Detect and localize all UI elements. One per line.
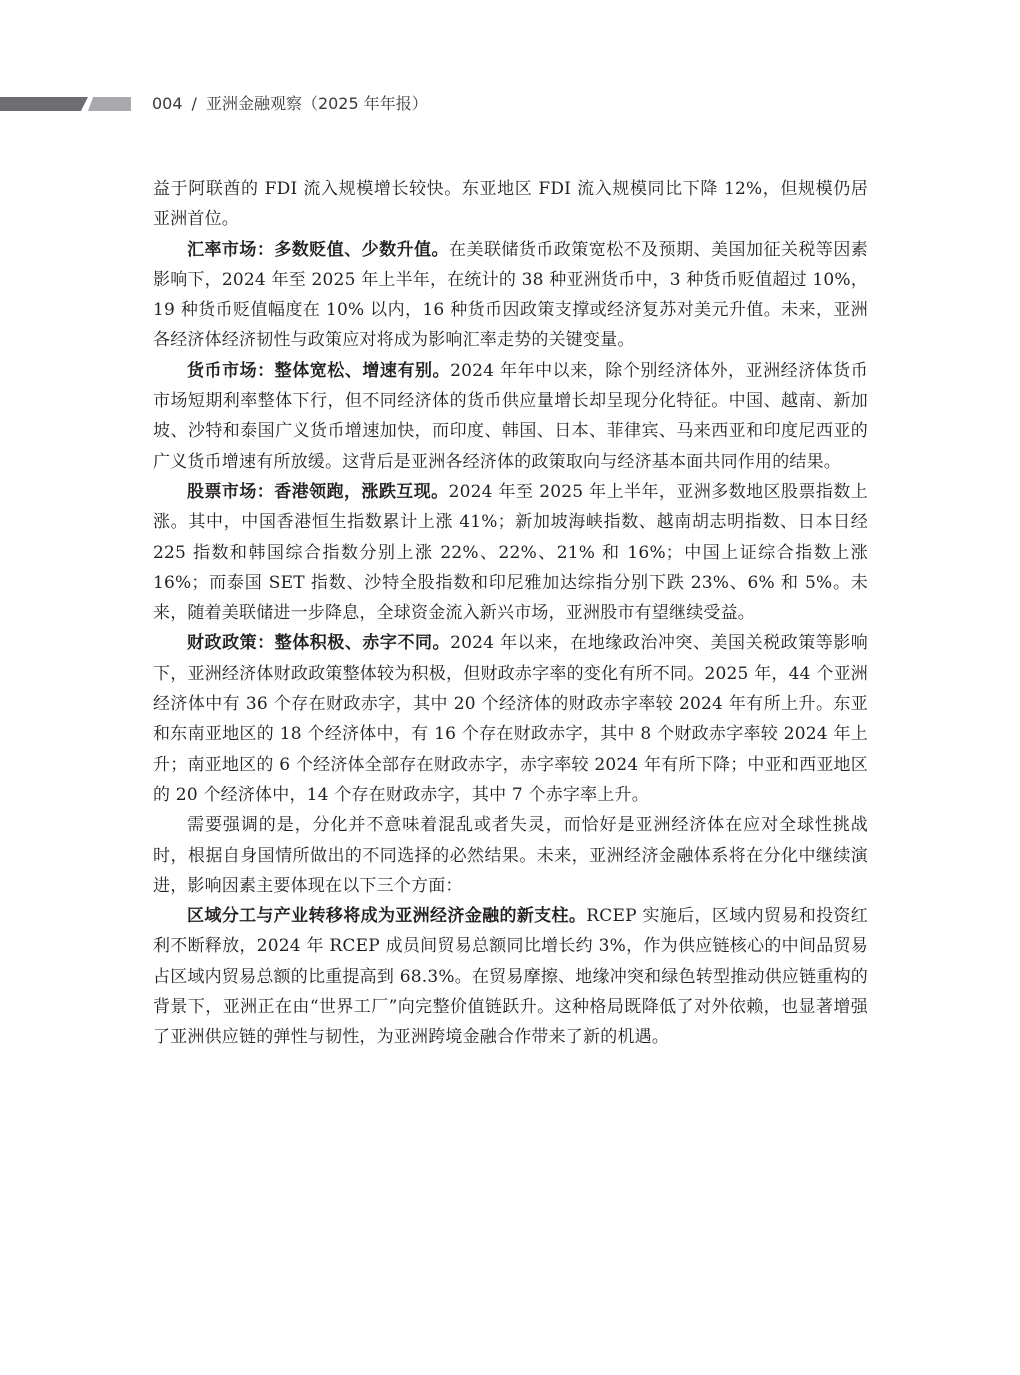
header-decor-bar-dark: [0, 97, 88, 111]
paragraph-text: RCEP 实施后，区域内贸易和投资红利不断释放，2024 年 RCEP 成员间贸易总额同比增长约 3%，作为供应链核心的中间品贸易占区域内贸易总额的比重提高到 68.3%。在贸易摩擦、地缘冲突和绿色转型推动供应链重构的背景下，亚洲正在由“世界工厂”向完整价值链跃升。这种格局既降低了对外依赖，也显著增强了亚洲供应链的弹性与韧性，为亚洲跨境金融合作带来了新的机遇。: [153, 906, 868, 1048]
paragraph: [153, 174, 868, 235]
paragraph-text: 需要强调的是，分化并不意味着混乱或者失灵，而恰好是亚洲经济体在应对全球性挑战时，根据自身国情所做出的不同选择的必然结果。未来，亚洲经济金融体系将在分化中继续演进，影响因素主要体现在以下三个方面：: [153, 815, 868, 896]
paragraph-lead: 财政政策：整体积极、赤字不同。: [187, 633, 451, 654]
paragraph: [153, 356, 868, 477]
paragraph-lead: 汇率市场：多数贬值、少数升值。: [187, 239, 450, 260]
paragraph-lead: 股票市场：香港领跑，涨跌互现。: [187, 481, 449, 502]
paragraph: [153, 628, 868, 810]
paragraph-text: 2024 年至 2025 年上半年，亚洲多数地区股票指数上涨。其中，中国香港恒生指数累计上涨 41%；新加坡海峡指数、越南胡志明指数、日本日经 225 指数和韩国综合指数分别上涨 22%、22%、21% 和 16%；中国上证综合指数上涨 16%；而泰国 SET 指数、沙特全股指数和印尼雅加达综指分别下跌 23%、6% 和 5%。未来，随着美联储进一步降息，全球资金流入新兴市场，亚洲股市有望继续受益。: [153, 481, 868, 624]
paragraph-text: 益于阿联酋的 FDI 流入规模增长较快。东亚地区 FDI 流入规模同比下降 12%，但规模仍居亚洲首位。: [153, 179, 868, 230]
paragraph-text: 2024 年以来，在地缘政治冲突、美国关税政策等影响下，亚洲经济体财政政策整体较为积极，但财政赤字率的变化有所不同。2025 年，44 个亚洲经济体中有 36 个存在财政赤字，其中 20 个经济体的财政赤字率较 2024 年有所上升。东亚和东南亚地区的 18 个经济体中，有 16 个存在财政赤字，其中 8 个财政赤字率较 2024 年上升；南亚地区的 6 个经济体全部存在财政赤字，赤字率较 2024 年有所下降；中亚和西亚地区的 20 个经济体中，14 个存在财政赤字，其中 7 个赤字率上升。: [153, 633, 869, 805]
paragraph-lead: 货币市场：整体宽松、增速有别。: [187, 360, 451, 381]
header-decor-bar-light: [88, 97, 131, 111]
paragraph: [153, 901, 868, 1052]
publication-title: 亚洲金融观察（2025 年年报）: [205, 94, 428, 113]
paragraph-text: 2024 年年中以来，除个别经济体外，亚洲经济体货币市场短期利率整体下行，但不同经济体的货币供应量增长却呈现分化特征。中国、越南、新加坡、沙特和泰国广义货币增速加快，而印度、韩国、日本、菲律宾、马来西亚和印度尼西亚的广义货币增速有所放缓。这背后是亚洲各经济体的政策取向与经济基本面共同作用的结果。: [153, 360, 869, 472]
header-text: [152, 92, 428, 116]
paragraph-text: 在美联储货币政策宽松不及预期、美国加征关税等因素影响下，2024 年至 2025 年上半年，在统计的 38 种亚洲货币中，3 种货币贬值超过 10%，19 种货币贬值幅度在 10% 以内，16 种货币因政策支撑或经济复苏对美元升值。未来，亚洲各经济体经济韧性与政策应对将成为影响汇率走势的关键变量。: [153, 239, 868, 351]
paragraph: [153, 810, 868, 901]
paragraph-lead: 区域分工与产业转移将成为亚洲经济金融的新支柱。: [187, 906, 587, 927]
paragraph: [153, 235, 868, 356]
page-header: [0, 92, 1020, 118]
header-separator: /: [191, 94, 197, 113]
page-number: 004: [152, 94, 183, 113]
paragraph: [153, 477, 868, 628]
body-text: [153, 174, 868, 1053]
